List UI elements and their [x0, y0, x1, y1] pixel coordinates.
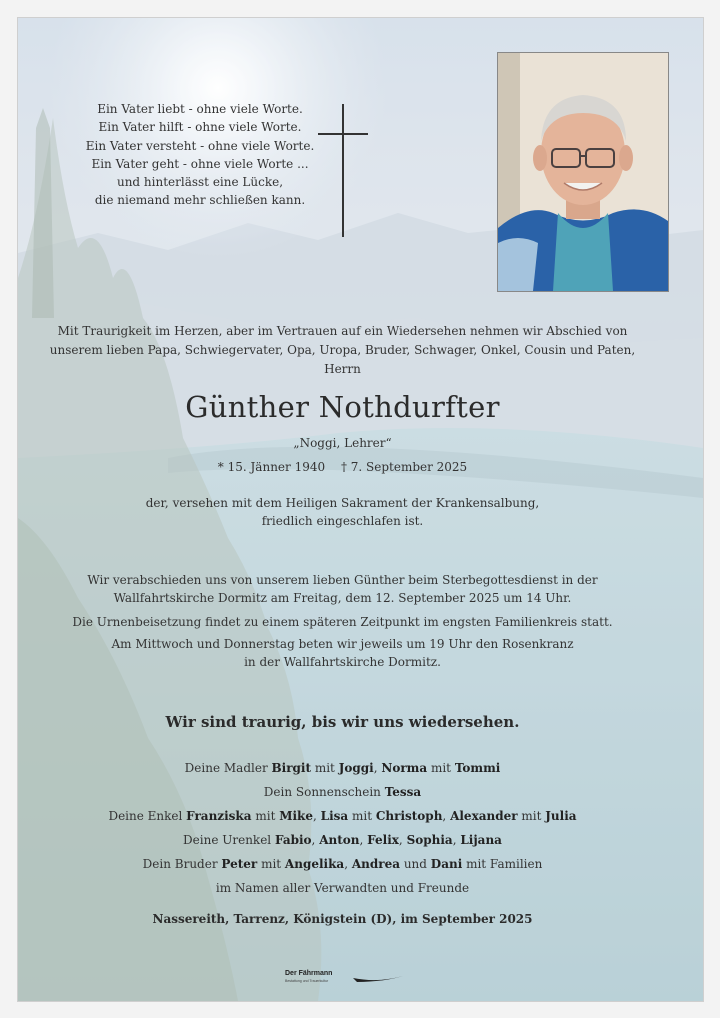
mourner-text: mit	[517, 809, 546, 823]
poem-line: Ein Vater hilft - ohne viele Worte.	[98, 120, 302, 135]
intro-line: unserem lieben Papa, Schwiegervater, Opa, Uropa, Bruder, Schwager, Onkel, Cousin und Paten,	[49, 343, 636, 357]
deceased-name: Günther Nothdurfter	[185, 390, 500, 424]
mourner-text: mit	[311, 761, 339, 775]
mourner-name: Joggi	[338, 761, 374, 775]
poem-line: Ein Vater liebt - ohne viele Worte.	[97, 102, 303, 116]
rosary-line: Am Mittwoch und Donnerstag beten wir jeweils um 19 Uhr den Rosenkranz	[111, 637, 574, 651]
mourner-text: ,	[344, 857, 352, 871]
mourner-name: Tessa	[384, 785, 422, 799]
mourner-text: mit Familien	[462, 857, 543, 871]
mourner-line	[20, 852, 665, 876]
mourner-text: im Namen aller Verwandten und Freunde	[215, 881, 470, 895]
mourner-text: ,	[373, 761, 382, 775]
mourner-name: Angelika	[284, 857, 345, 871]
mourner-text: mit	[348, 809, 376, 823]
cross-icon	[342, 104, 344, 237]
service-line: Wallfahrtskirche Dormitz am Freitag, dem 12. September 2025 um 14 Uhr.	[113, 591, 572, 605]
mourner-text: Deine Madler	[184, 761, 272, 775]
mourner-name: Sophia	[406, 833, 453, 847]
mourner-text: ,	[398, 833, 407, 847]
poem-line: die niemand mehr schließen kann.	[94, 193, 306, 208]
rosary-line: in der Wallfahrtskirche Dormitz.	[244, 655, 441, 669]
mourner-name: Anton	[319, 833, 360, 847]
mourner-text: mit	[251, 809, 280, 823]
poem-line: und hinterlässt eine Lücke,	[116, 175, 284, 190]
mourner-text: Deine Urenkel	[183, 833, 275, 847]
mourner-name: Mike	[279, 809, 313, 823]
passing-text	[20, 494, 665, 530]
deceased-nickname: „Noggi, Lehrer“	[293, 436, 392, 450]
mourner-name: Franziska	[186, 809, 252, 823]
mourner-name: Fabio	[274, 833, 312, 847]
cross-icon-bar	[318, 133, 368, 135]
life-dates	[20, 460, 665, 474]
mourner-text: Deine Enkel	[108, 809, 187, 823]
mourner-name: Dani	[430, 857, 463, 871]
motto: Wir sind traurig, bis wir uns wiedersehen.	[165, 713, 520, 731]
mourner-name: Norma	[381, 761, 428, 775]
mourner-text: ,	[442, 809, 451, 823]
logo-name: Der Fährmann	[285, 970, 333, 977]
mourner-name: Julia	[545, 809, 577, 823]
passing-line: der, versehen mit dem Heiligen Sakrament der Krankensalbung,	[145, 496, 540, 510]
mourner-text: Dein Bruder	[142, 857, 222, 871]
service-info	[20, 571, 665, 671]
mourner-line	[20, 756, 665, 780]
service-line: Wir verabschieden uns von unserem lieben Günther beim Sterbegottesdienst in der	[87, 573, 598, 587]
passing-line: friedlich eingeschlafen ist.	[261, 514, 424, 528]
place-date: Nassereith, Tarrenz, Königstein (D), im September 2025	[152, 912, 533, 926]
mourner-text: ,	[359, 833, 368, 847]
mourner-name: Andrea	[351, 857, 401, 871]
boat-icon	[353, 974, 403, 984]
mourners-list	[20, 756, 665, 900]
poem-line: Ein Vater versteht - ohne viele Worte.	[85, 138, 315, 153]
mourner-line	[20, 780, 665, 804]
mourner-line	[20, 876, 665, 900]
mourner-text: mit	[427, 761, 455, 775]
portrait-photo	[497, 52, 669, 292]
mourner-name: Lijana	[460, 833, 502, 847]
mourner-name: Peter	[221, 857, 258, 871]
mourner-line	[20, 804, 665, 828]
mourner-name: Alexander	[450, 809, 518, 823]
portrait-image	[498, 53, 668, 291]
intro-line: Mit Traurigkeit im Herzen, aber im Vertrauen auf ein Wiedersehen nehmen wir Abschied von	[57, 324, 628, 338]
mourner-text: ,	[311, 833, 320, 847]
mourner-text: ,	[313, 809, 321, 823]
intro-text	[20, 322, 665, 379]
birth-date: * 15. Jänner 1940	[217, 460, 326, 474]
mourner-text: mit	[257, 857, 285, 871]
intro-line: Herrn	[324, 362, 361, 376]
mourner-name: Tommi	[454, 761, 501, 775]
mourner-name: Birgit	[271, 761, 312, 775]
death-date: † 7. September 2025	[340, 460, 468, 474]
mourner-name: Lisa	[320, 809, 349, 823]
urn-burial-line: Die Urnenbeisetzung findet zu einem späteren Zeitpunkt im engsten Familienkreis statt.	[72, 615, 613, 629]
poem	[20, 100, 380, 210]
mourner-line	[20, 828, 665, 852]
mourner-text: ,	[452, 833, 461, 847]
mourner-name: Felix	[367, 833, 399, 847]
funeral-home-logo	[285, 970, 405, 988]
mourner-text: Dein Sonnenschein	[263, 785, 385, 799]
poem-line: Ein Vater geht - ohne viele Worte ...	[91, 156, 309, 171]
mourner-text: und	[400, 857, 431, 871]
mourner-name: Christoph	[375, 809, 443, 823]
logo-tagline: Bestattung und Trauerkultur	[285, 979, 329, 983]
